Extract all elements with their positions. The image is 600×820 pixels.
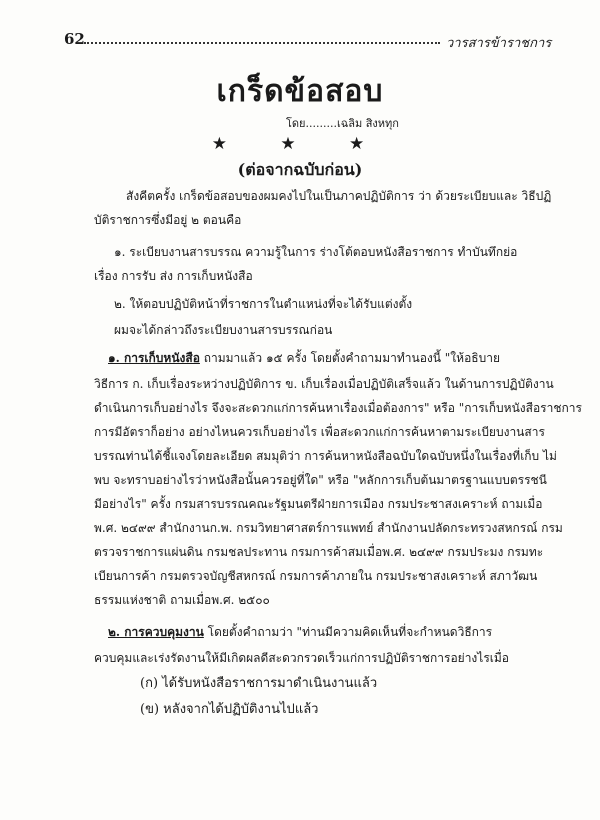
section-two-heading: ๒. การควบคุมงาน [108, 625, 204, 639]
question-item-b: (ข) หลังจากได้ปฏิบัติงานไปแล้ว [140, 702, 319, 717]
header-dotted-rule [84, 42, 440, 44]
running-title: วารสารข้าราชการ [446, 36, 552, 51]
star-separator: ★ ★ ★ [211, 134, 389, 154]
section-one-line: การมีอัตราก็อย่าง อย่างไหนควรเก็บอย่างไร เพื่อสะดวกแก่การค้นหาตามระเบียบงานสาร [94, 425, 545, 439]
intro-line: บัติราชการซึ่งมีอยู่ ๒ ตอนคือ [94, 213, 242, 227]
section-one-line: วิธีการ ก. เก็บเรื่องระหว่างปฏิบัติการ ข. เก็บเรื่องเมื่อปฏิบัติเสร็จแล้ว ในด้านการปฏิบัติงาน [94, 377, 554, 391]
point-one-line: เรื่อง การรับ ส่ง การเก็บหนังสือ [94, 269, 253, 283]
intro-line: สังคีตครั้ง เกร็ดข้อสอบของผมคงไปในเป็นภาคปฏิบัติการ ว่า ด้วยระเบียบและ วิธีปฏิ [126, 189, 552, 203]
section-one-line: บรรณท่านได้ชี้แจงโดยละเอียด สมมุติว่า การค้นหาหนังสือฉบับใดฉบับหนึ่งในเรื่องที่เก็บ ไม่ [94, 449, 557, 463]
section-one-heading: ๑. การเก็บหนังสือ [108, 351, 200, 365]
section-one-line: เบียนการค้า กรมตรวจบัญชีสหกรณ์ กรมการค้าภายใน กรมประชาสงเคราะห์ สภาวัฒน [94, 569, 538, 583]
section-two-first-line [108, 624, 492, 640]
section-one-line: ธรรมแห่งชาติ ถามเมื่อพ.ศ. ๒๕๐๐ [94, 593, 270, 607]
section-one-line: พ.ศ. ๒๔๙๙ สำนักงานก.พ. กรมวิทยาศาสตร์การแพทย์ สำนักงานปลัดกระทรวงสหกรณ์ กรม [94, 521, 563, 535]
section-two-text: โดยตั้งคำถามว่า "ท่านมีความคิดเห็นที่จะกำหนดวิธีการ [203, 625, 493, 639]
section-one-first-line [108, 350, 500, 366]
page-number: 62 [64, 30, 85, 48]
article-title: เกร็ดข้อสอบ [216, 74, 384, 109]
section-one-line: พบ จะทราบอย่างไรว่าหนังสือนั้นควรอยู่ที่ใด" หรือ "หลักการเก็บต้นมาตรฐานแบบตรรชนี [94, 473, 547, 487]
question-item-a: (ก) ได้รับหนังสือราชการมาดำเนินงานแล้ว [140, 676, 378, 691]
section-one-text: ถามมาแล้ว ๑๕ ครั้ง โดยตั้งคำถามมาทำนองนี้ "ให้อธิบาย [199, 351, 500, 365]
point-one-line: ๑. ระเบียบงานสารบรรณ ความรู้ในการ ร่างโต้ตอบหนังสือราชการ ทำบันทึกย่อ [114, 245, 518, 259]
section-two-line: ควบคุมและเร่งรัดงานให้มีเกิดผลดีสะดวกรวดเร็วแก่การปฏิบัติราชการอย่างไรเมื่อ [94, 651, 509, 665]
article-byline: โดย.........เฉลิม สิงหทุก [286, 117, 399, 130]
section-one-line: มีอย่างไร" ครั้ง กรมสารบรรณคณะรัฐมนตรีฝ่ายการเมือง กรมประชาสงเคราะห์ ถามเมื่อ [94, 497, 543, 511]
article-subtitle: (ต่อจากฉบับก่อน) [237, 160, 363, 179]
section-one-line: ตรวจราชการแผ่นดิน กรมชลประทาน กรมการค้าสมเมื่อพ.ศ. ๒๔๙๙ กรมประมง กรมทะ [94, 545, 544, 559]
point-two-line: ๒. ให้ตอบปฏิบัติหน้าที่ราชการในตำแหน่งที่จะได้รับแต่งตั้ง [114, 297, 413, 311]
transition-line: ผมจะได้กล่าวถึงระเบียบงานสารบรรณก่อน [114, 323, 333, 337]
section-one-line: ดำเนินการเก็บอย่างไร จึงจะสะดวกแก่การค้นหาเรื่องเมื่อต้องการ" หรือ "การเก็บหนังสือราชการ [94, 401, 582, 415]
